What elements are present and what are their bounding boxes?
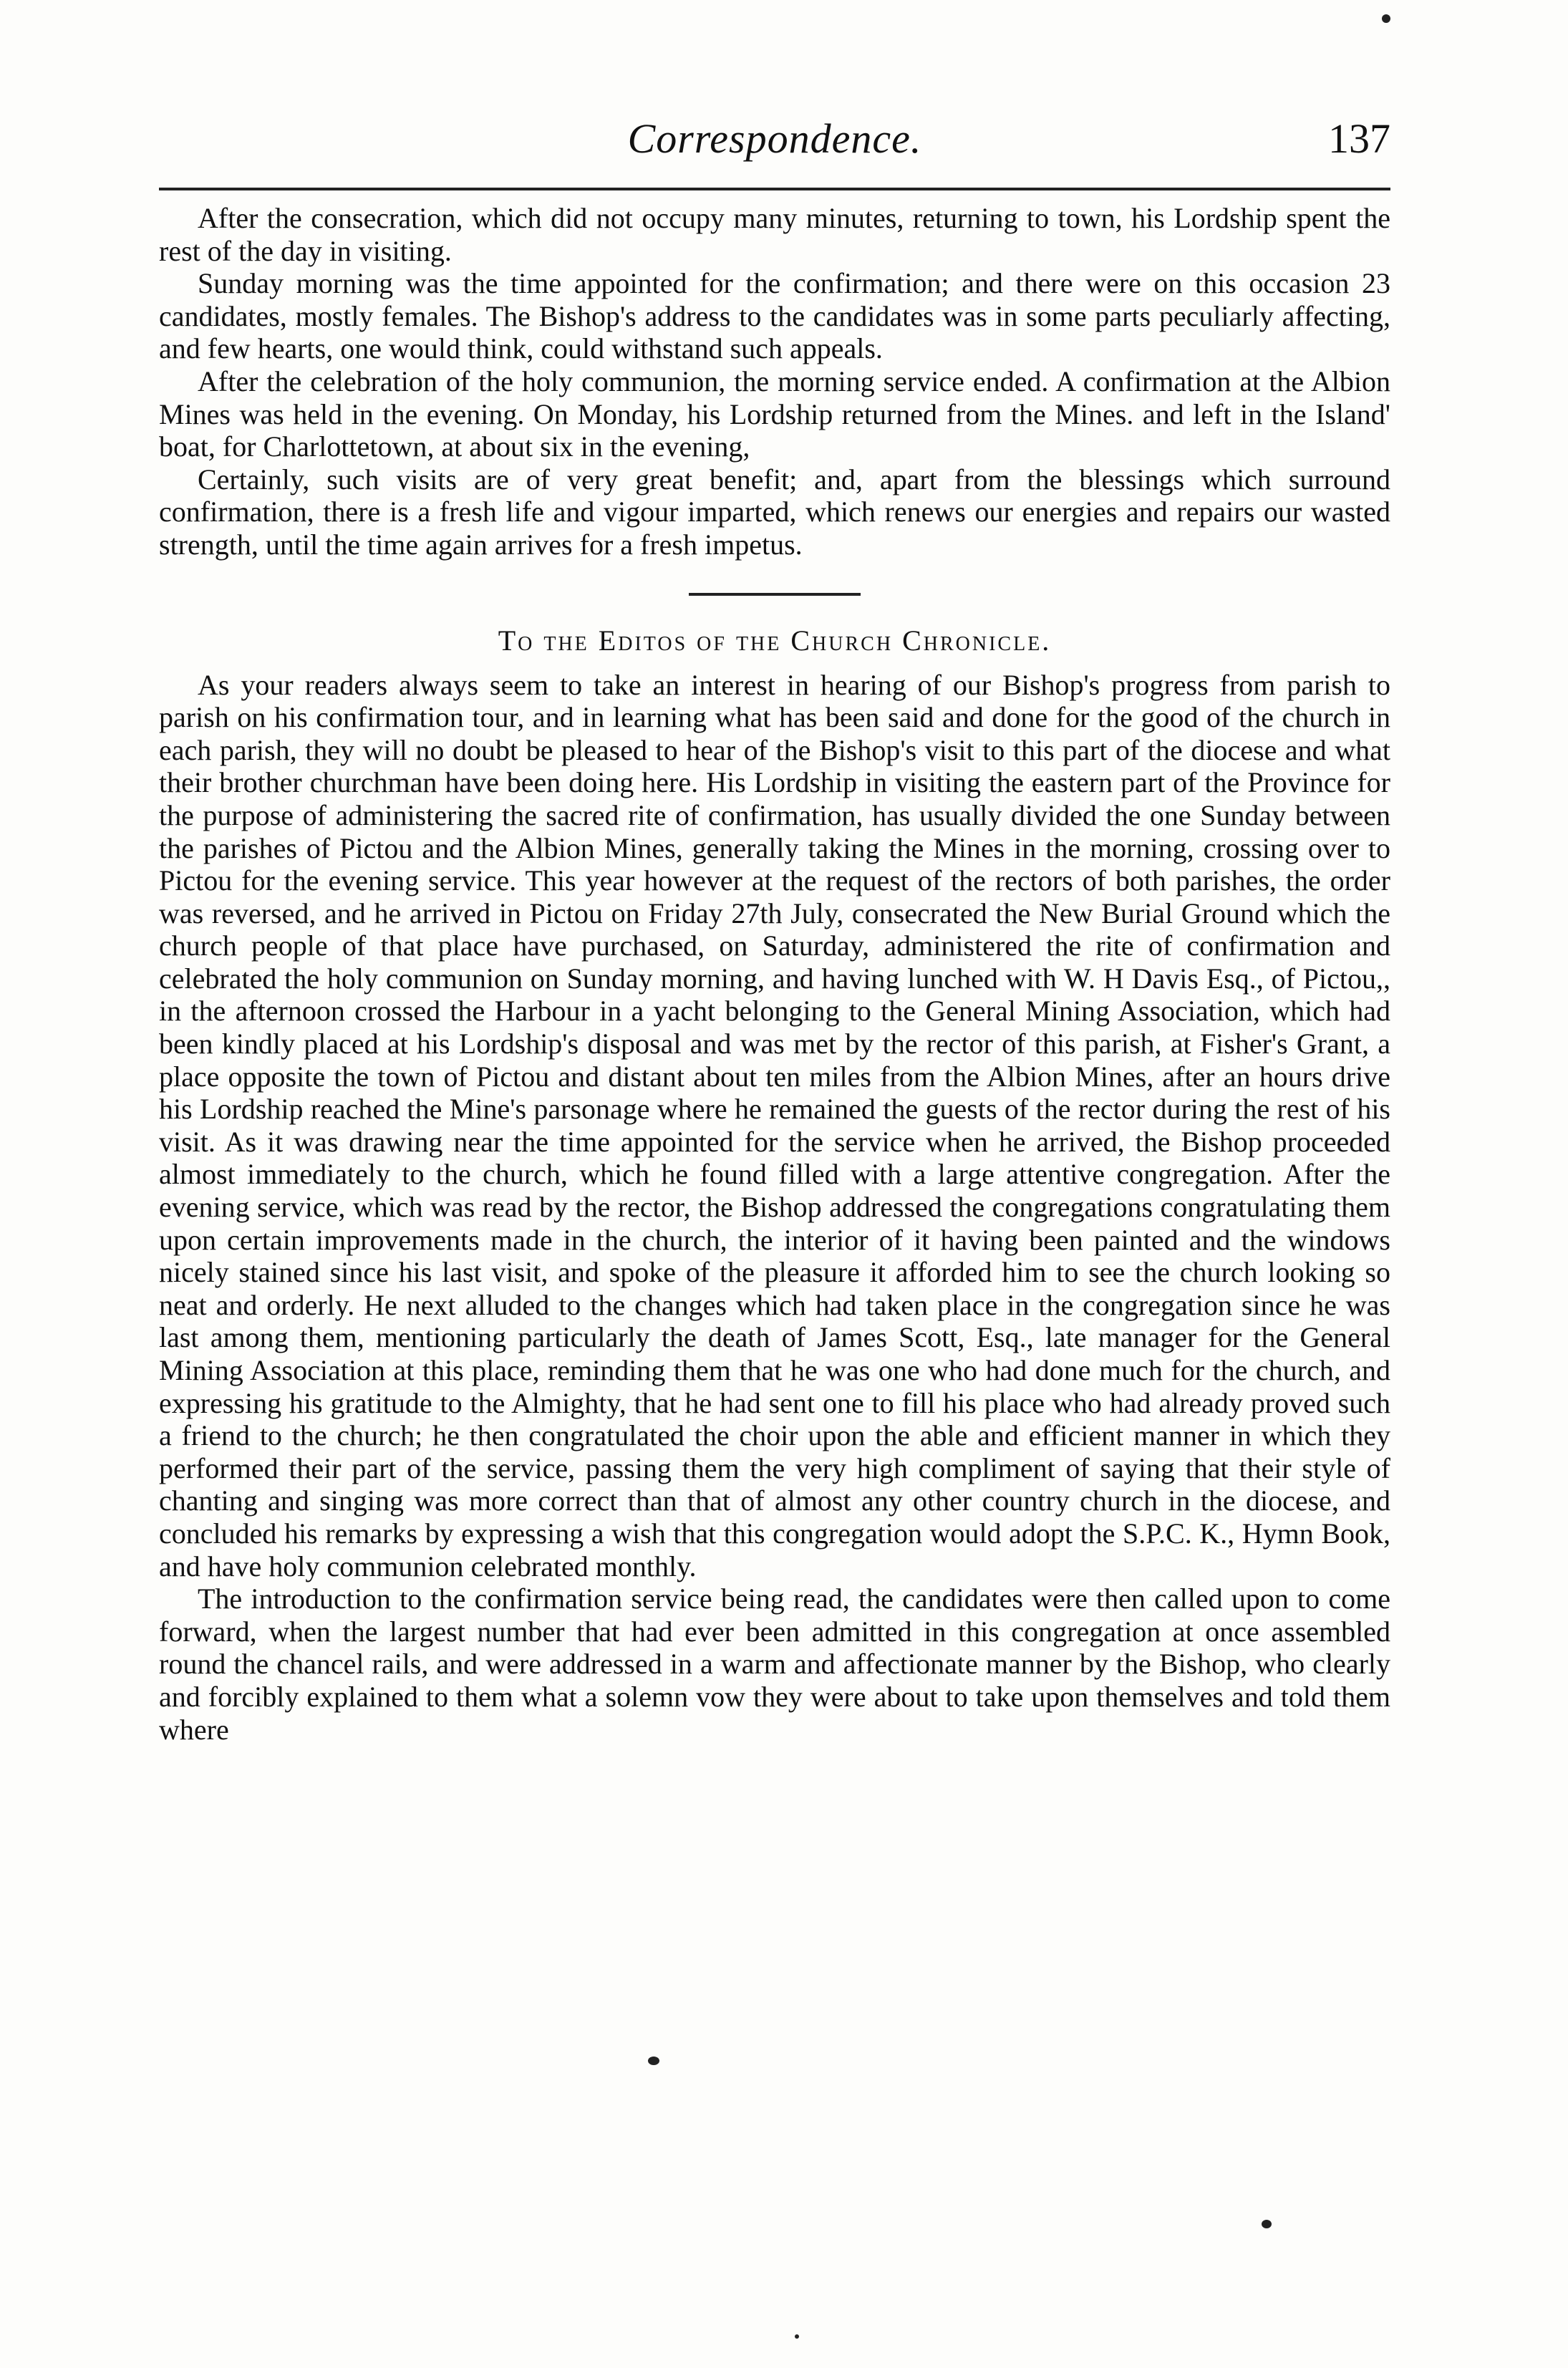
header-rule [159,188,1390,190]
running-title: Correspondence. [627,115,922,162]
paragraph: Certainly, such visits are of very great benefit; and, apart from the blessings which surround confirmation, there is a fresh life and vigour imparted, which renews our energies and repairs our wasted strength, until the time again arrives for a fresh impetus. [159,463,1390,561]
paragraph: The introduction to the confirmation service being read, the candidates were then called upon to come forward, when the largest number that had ever been admitted in this congregation at once assembled round the chancel rails, and were addressed in a warm and affectionate manner by the Bishop, who clearly and forcibly explained to them what a solemn vow they were about to take upon themselves and told them where [159,1582,1390,1746]
letter-heading: To the Editos of the Church Chronicle. [498,624,1052,657]
body-text [159,202,1390,1746]
scan-speck [795,2334,799,2339]
paragraph: After the consecration, which did not occupy many minutes, returning to town, his Lordship spent the rest of the day in visiting. [159,202,1390,267]
page-number: 137 [1328,115,1390,162]
scan-speck [1262,2220,1272,2228]
paragraph: As your readers always seem to take an interest in hearing of our Bishop's progress from parish to parish on his confirmation tour, and in learning what has been said and done for the good of the church in each parish, they will no doubt be pleased to hear of the Bishop's visit to this part of the diocese and what their brother churchman have been doing here. His Lordship in visiting the eastern part of the Province for the purpose of administering the sacred rite of confirmation, has usually divided the one Sunday between the parishes of Pictou and the Albion Mines, generally taking the Mines in the morning, crossing over to Pictou for the evening service. This year however at the request of the rectors of both parishes, the order was reversed, and he arrived in Pictou on Friday 27th July, consecrated the New Burial Ground which the church people of that place have purchased, on Saturday, administered the rite of confirmation and celebrated the holy communion on Sunday morning, and having lunched with W. H Davis Esq., of Pictou,, in the afternoon crossed the Harbour in a yacht belonging to the General Mining Association, which had been kindly placed at his Lordship's disposal and was met by the rector of this parish, at Fisher's Grant, a place opposite the town of Pictou and distant about ten miles from the Albion Mines, after an hours drive his Lordship reached the Mine's parsonage where he remained the guests of the rector during the rest of his visit. As it was drawing near the time appointed for the service when he arrived, the Bishop proceeded almost immediately to the church, which he found filled with a large attentive congregation. After the evening service, which was read by the rector, the Bishop addressed the congregations congratulating them upon certain improvements made in the church, the interior of it having been painted and the windows nicely stained since his last visit, and spoke of the pleasure it afforded him to see the church looking so neat and orderly. He next alluded to the changes which had taken place in the congregation since he was last among them, mentioning particularly the death of James Scott, Esq., late manager for the General Mining Association at this place, reminding them that he was one who had done much for the church, and expressing his gratitude to the Almighty, that he had sent one to fill his place who had already proved such a friend to the church; he then congratulated the choir upon the able and efficient manner in which they performed their part of the service, passing them the very high compliment of saying that their style of chanting and singing was more correct than that of almost any other country church in the diocese, and concluded his remarks by expressing a wish that this congregation would adopt the S.P.C. K., Hymn Book, and have holy communion celebrated monthly. [159,668,1390,1582]
section-divider [689,593,861,596]
page-header [159,107,1390,172]
scan-speck [648,2057,659,2065]
paragraph: Sunday morning was the time appointed for the confirmation; and there were on this occasion 23 candidates, mostly females. The Bishop's address to the candidates was in some parts peculiarly affecting, and few hearts, one would think, could withstand such appeals. [159,267,1390,365]
scan-speck [1382,14,1390,23]
paragraph: After the celebration of the holy communion, the morning service ended. A confirmation at the Albion Mines was held in the evening. On Monday, his Lordship returned from the Mines. and left in the Island' boat, for Charlottetown, at about six in the evening, [159,364,1390,463]
